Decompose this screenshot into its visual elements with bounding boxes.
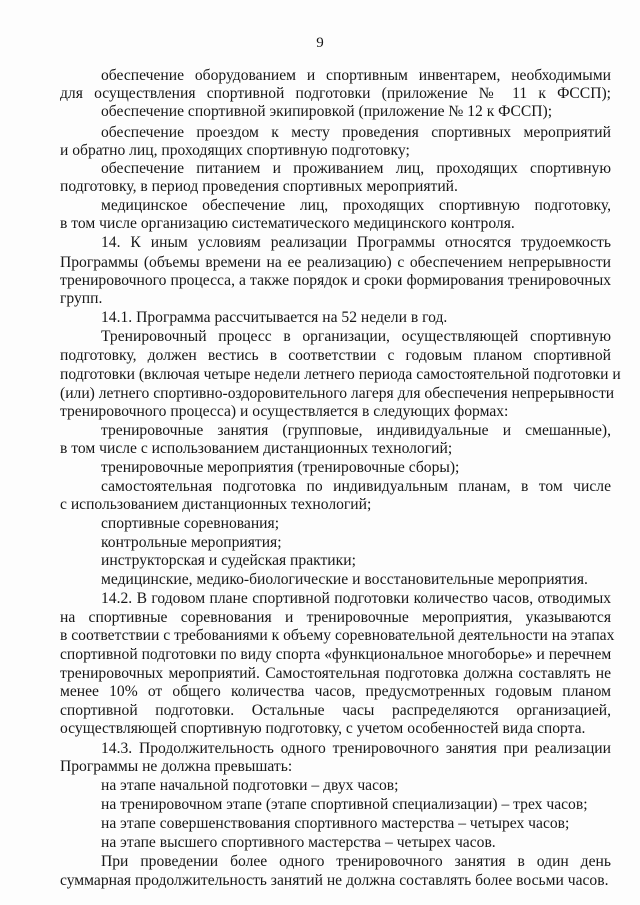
text-line: обеспечение питанием и проживанием лиц, проходящих спортивную [101, 160, 611, 177]
text-line: обеспечение проездом к месту проведения спортивных мероприятий [101, 124, 611, 141]
text-line: суммарная продолжительность занятий не должна составлять более восьми часов. [60, 872, 609, 889]
text-line: контрольные мероприятия; [101, 534, 282, 551]
text-line: 14. К иным условиям реализации Программы относятся трудоемкость [101, 234, 611, 251]
text-line: менее 10% от общего количества часов, предусмотренных годовым планом [60, 683, 611, 700]
text-line: спортивные соревнования; [101, 515, 280, 532]
text-line: осуществляющей спортивную подготовку, с учетом особенностей вида спорта. [60, 720, 586, 737]
text-line: на тренировочном этапе (этапе спортивной специализации) – трех часов; [101, 796, 588, 813]
text-line: спортивной подготовки по виду спорта «функциональное многоборье» и перечнем [60, 646, 612, 663]
text-line: на этапе начальной подготовки – двух часов; [101, 777, 399, 794]
text-line: Программы (объемы времени на ее реализацию) с обеспечением непрерывности [60, 254, 611, 271]
text-line: с использованием дистанционных технологий; [60, 496, 372, 513]
text-line: подготовку, должен вестись в соответствии с годовым планом спортивной [60, 347, 611, 364]
text-line: подготовку, в период проведения спортивных мероприятий. [60, 178, 458, 195]
text-line: При проведении более одного тренировочного занятия в один день [101, 853, 611, 870]
text-line: на этапе высшего спортивного мастерства – четырех часов. [101, 834, 496, 851]
text-line: тренировочного процесса) и осуществляется в следующих формах: [60, 403, 509, 420]
text-line: тренировочные занятия (групповые, индивидуальные и смешанные), [101, 422, 611, 439]
text-line: групп. [60, 290, 103, 307]
text-line: тренировочного процесса, а также порядок и сроки формирования тренировочных [60, 272, 611, 289]
text-line: Программы не должна превышать: [60, 758, 293, 775]
text-line: тренировочные мероприятия (тренировочные сборы); [101, 459, 460, 476]
text-line: медицинские, медико-биологические и восстановительные мероприятия. [101, 571, 588, 588]
text-line: спортивной подготовки. Остальные часы распределяются организацией, [60, 702, 611, 719]
text-line: медицинское обеспечение лиц, проходящих спортивную подготовку, [101, 197, 611, 214]
page-number: 9 [316, 35, 324, 51]
text-line: на спортивные соревнования и тренировочные мероприятия, указываются [60, 609, 611, 626]
text-line: и обратно лиц, проходящих спортивную подготовку; [60, 142, 410, 159]
text-line: (или) летнего спортивно-оздоровительного лагеря для обеспечения непрерывности [60, 385, 615, 402]
text-line: в том числе с использованием дистанционных технологий; [60, 440, 453, 457]
text-line: 14.1. Программа рассчитывается на 52 недели в год. [101, 309, 448, 326]
text-line: самостоятельная подготовка по индивидуальным планам, в том числе [101, 478, 611, 495]
text-line: подготовки (включая четыре недели летнего периода самостоятельной подготовки и [60, 366, 621, 383]
text-line: в соответствии с требованиями к объему соревновательной деятельности на этапах [60, 627, 615, 644]
text-line: 14.3. Продолжительность одного тренировочного занятия при реализации [101, 740, 611, 757]
text-line: 14.2. В годовом плане спортивной подготовки количество часов, отводимых [101, 590, 611, 607]
text-line: тренировочных мероприятий. Самостоятельная подготовка должна составлять не [60, 665, 611, 682]
text-line: Тренировочный процесс в организации, осуществляющей спортивную [101, 328, 611, 345]
text-line: для осуществления спортивной подготовки (приложение № 11 к ФССП); [60, 85, 611, 102]
text-line: обеспечение спортивной экипировкой (приложение № 12 к ФССП); [101, 103, 553, 120]
text-line: на этапе совершенствования спортивного мастерства – четырех часов; [101, 815, 570, 832]
text-line: в том числе организацию систематического медицинского контроля. [60, 215, 515, 232]
text-line: инструкторская и судейская практики; [101, 552, 356, 569]
text-line: обеспечение оборудованием и спортивным инвентарем, необходимыми [101, 67, 611, 84]
